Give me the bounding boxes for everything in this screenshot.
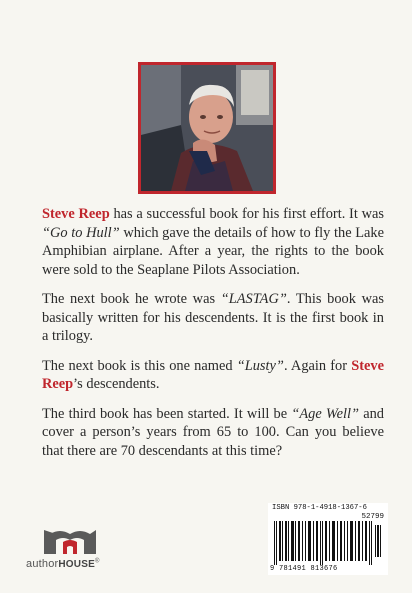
back-cover-text	[42, 205, 384, 471]
author-name: Steve Reep	[42, 357, 384, 392]
price-code: 52799	[361, 513, 384, 521]
publisher-logo-icon	[30, 520, 110, 580]
text-span: which gave the details of how to fly the Lake Amphibian airplane. After a year, the rights to the book were sold to the Seaplane Pilots Association.	[42, 224, 384, 278]
publisher-name-part: HOUSE	[58, 559, 95, 570]
text-span: has a successful book for his first effort. It was	[109, 206, 384, 222]
isbn-barcode	[268, 503, 388, 575]
author-photo	[138, 62, 276, 194]
registered-mark: ®	[94, 558, 100, 565]
author-name: Steve Reep	[42, 206, 110, 222]
text-span: The next book he wrote was	[42, 291, 221, 307]
paragraph-first-book	[42, 205, 384, 279]
text-span: ’s descendents.	[73, 376, 160, 392]
book-title: “LASTAG”	[220, 291, 287, 307]
book-title: “Go to Hull”	[42, 224, 120, 241]
paragraph-this-book	[42, 357, 384, 394]
text-span: . This book was basically written for his descendents. It is the first book in a trilogy.	[42, 291, 384, 344]
text-span: and cover a person’s years from 65 to 100. Can you believe that there are 70 descendants at this time?	[42, 405, 384, 459]
text-span: The next book is this one named	[42, 357, 237, 374]
paragraph-third-book	[42, 405, 384, 461]
text-span: The third book has been started. It will be	[42, 405, 292, 422]
isbn-digits: 9 781491 813676	[270, 565, 338, 573]
book-title: “Age Well”	[291, 405, 359, 422]
publisher-name	[26, 558, 100, 570]
author-photo-image	[141, 65, 273, 191]
book-title: “Lusty”	[236, 357, 284, 374]
barcode-bars	[272, 521, 384, 565]
text-span: . Again for	[283, 357, 352, 374]
paragraph-second-book	[42, 290, 384, 346]
isbn-label: ISBN 978-1-4918-1367-6	[272, 504, 367, 512]
publisher-name-part: author	[26, 558, 59, 570]
